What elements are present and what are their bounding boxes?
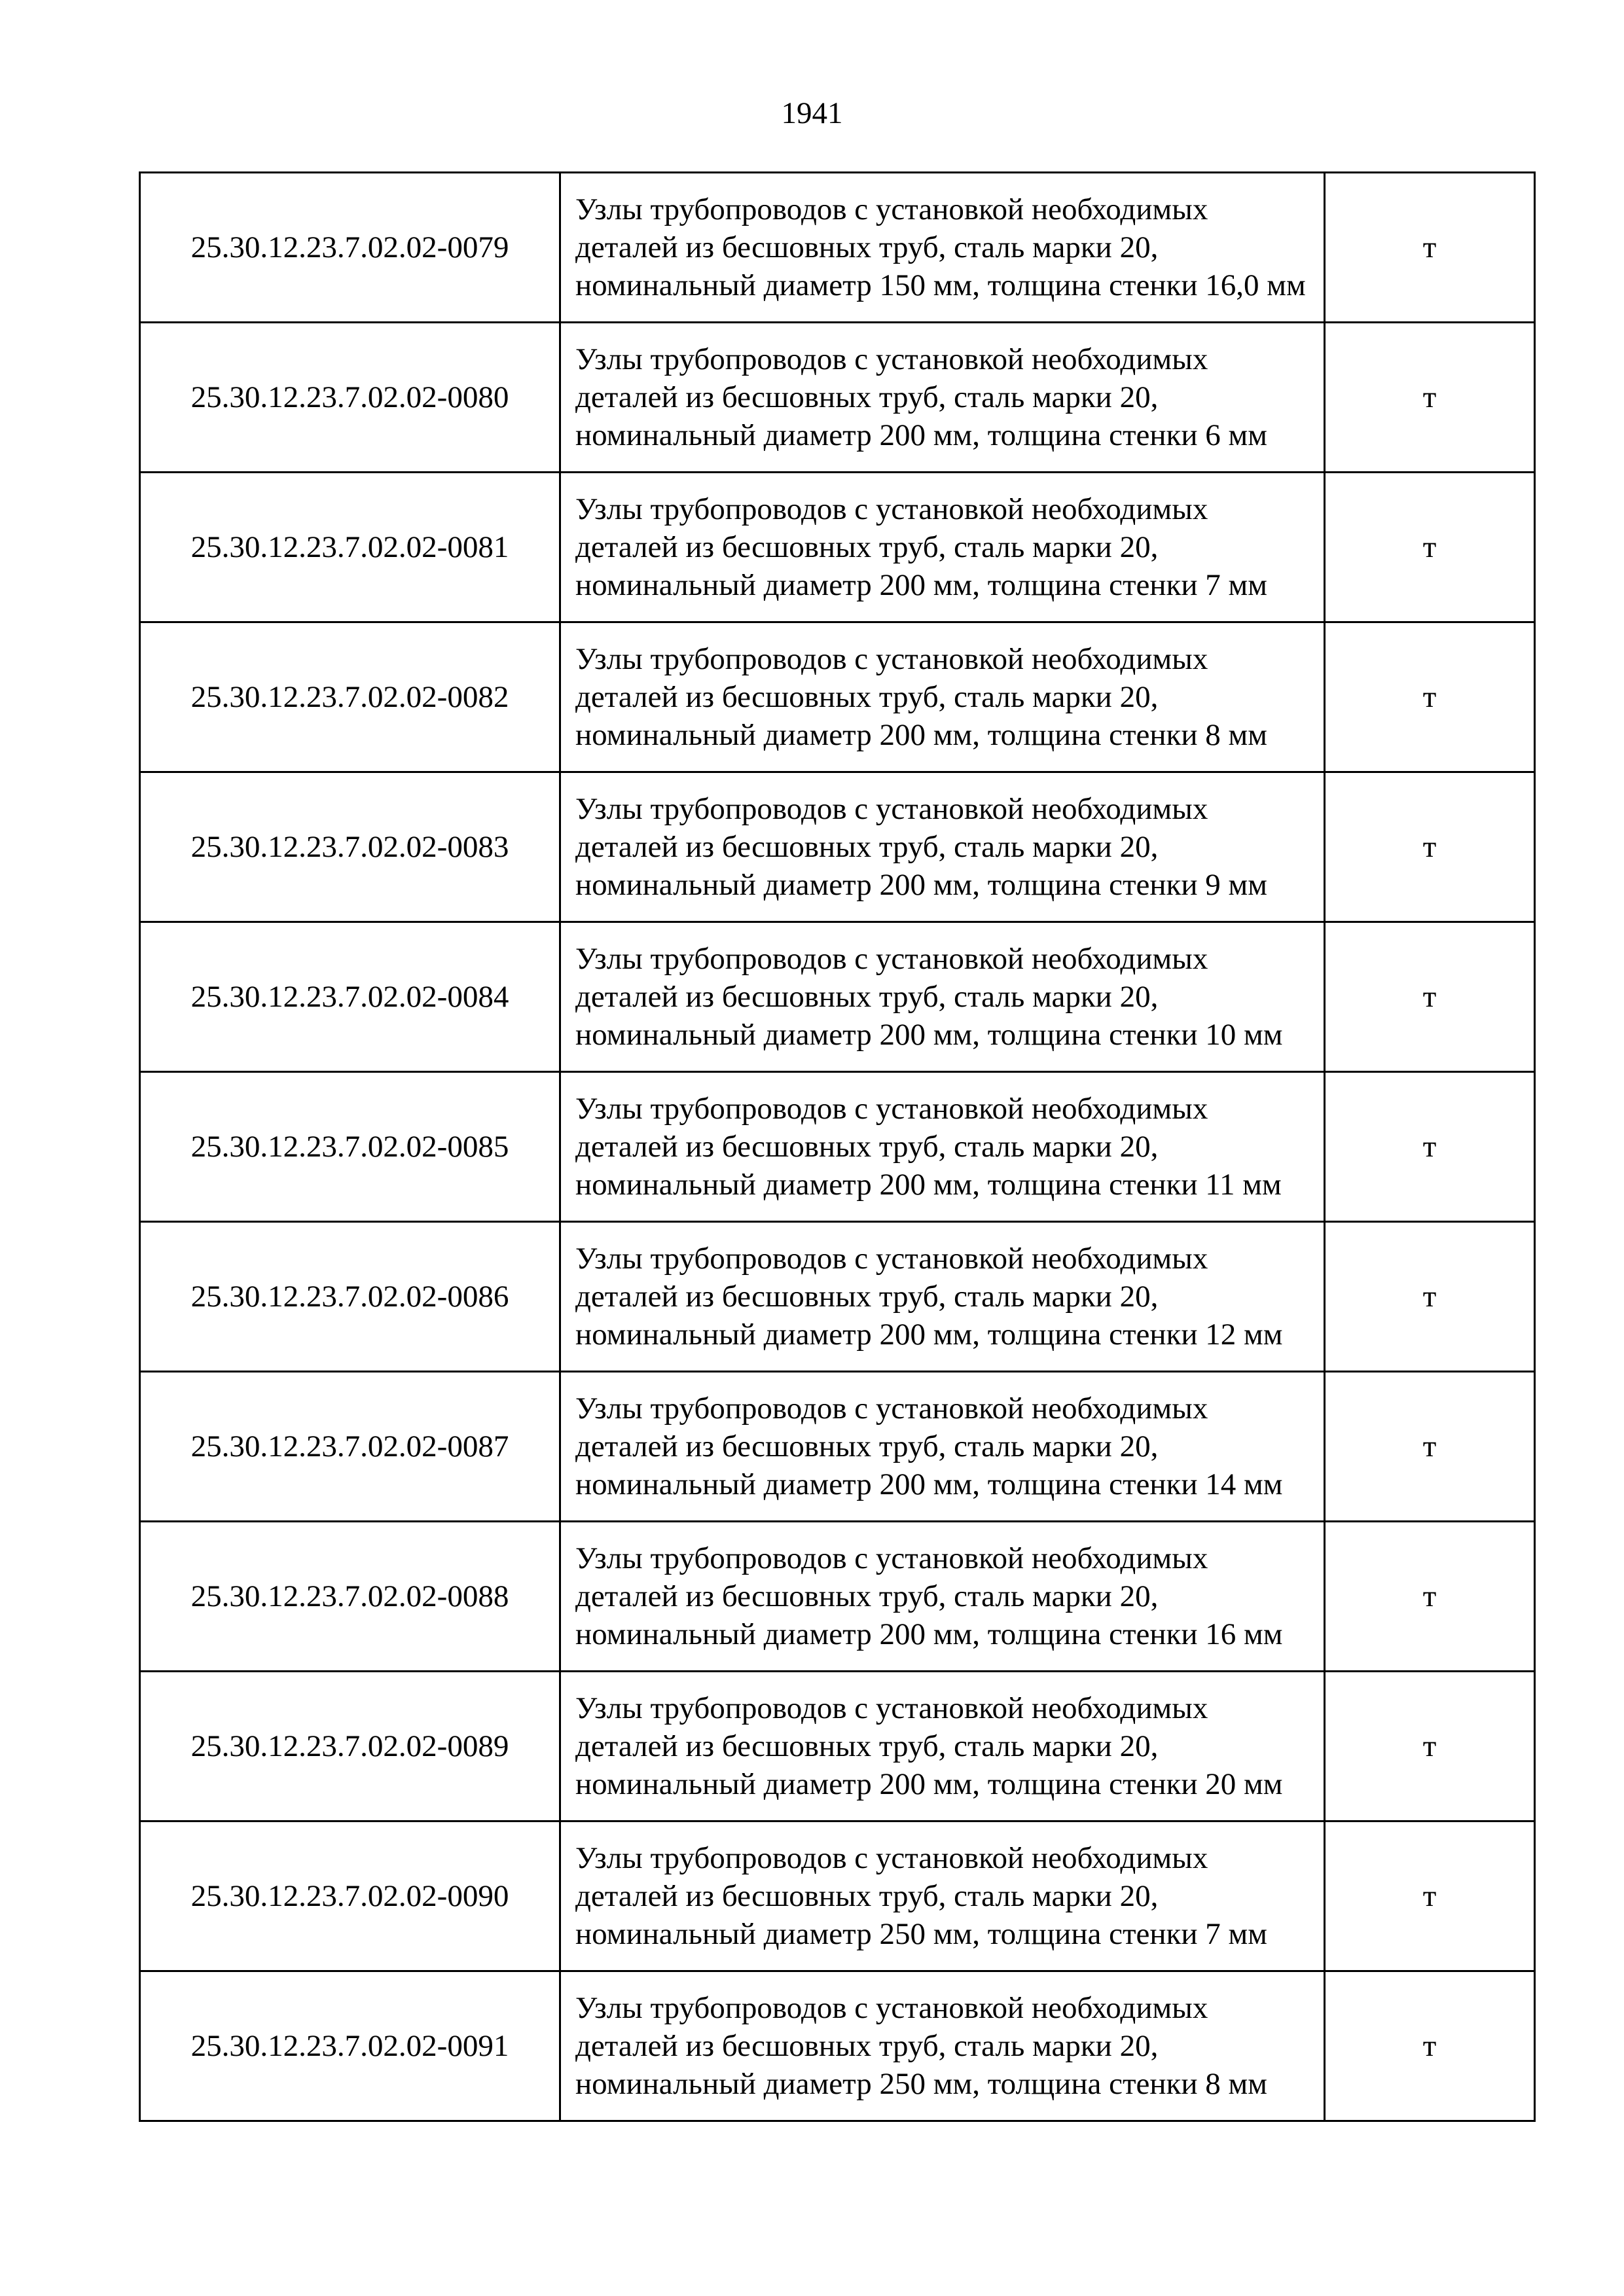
- row-code: 25.30.12.23.7.02.02-0084: [140, 922, 560, 1072]
- table-row: [140, 1971, 1535, 2121]
- table-row: [140, 1372, 1535, 1522]
- table-row: [140, 922, 1535, 1072]
- row-unit: т: [1325, 323, 1535, 473]
- row-description: Узлы трубопроводов с установкой необходимых деталей из бесшовных труб, сталь марки 20, номинальный диаметр 200 мм, толщина стенки 9 мм: [560, 772, 1325, 922]
- row-description: Узлы трубопроводов с установкой необходимых деталей из бесшовных труб, сталь марки 20, номинальный диаметр 200 мм, толщина стенки 8 мм: [560, 622, 1325, 772]
- row-description: Узлы трубопроводов с установкой необходимых деталей из бесшовных труб, сталь марки 20, номинальный диаметр 200 мм, толщина стенки 10 мм: [560, 922, 1325, 1072]
- row-description: Узлы трубопроводов с установкой необходимых деталей из бесшовных труб, сталь марки 20, номинальный диаметр 250 мм, толщина стенки 7 мм: [560, 1821, 1325, 1971]
- row-description: Узлы трубопроводов с установкой необходимых деталей из бесшовных труб, сталь марки 20, номинальный диаметр 200 мм, толщина стенки 16 мм: [560, 1522, 1325, 1672]
- row-description: Узлы трубопроводов с установкой необходимых деталей из бесшовных труб, сталь марки 20, номинальный диаметр 200 мм, толщина стенки 11 мм: [560, 1072, 1325, 1222]
- row-code: 25.30.12.23.7.02.02-0085: [140, 1072, 560, 1222]
- page-number: 1941: [781, 96, 843, 130]
- table-row: [140, 772, 1535, 922]
- table-row: [140, 1072, 1535, 1222]
- table-row: [140, 323, 1535, 473]
- row-unit: т: [1325, 473, 1535, 622]
- row-description: Узлы трубопроводов с установкой необходимых деталей из бесшовных труб, сталь марки 20, номинальный диаметр 150 мм, толщина стенки 16,0 мм: [560, 173, 1325, 323]
- row-unit: т: [1325, 1672, 1535, 1821]
- row-code: 25.30.12.23.7.02.02-0088: [140, 1522, 560, 1672]
- row-description: Узлы трубопроводов с установкой необходимых деталей из бесшовных труб, сталь марки 20, номинальный диаметр 200 мм, толщина стенки 6 мм: [560, 323, 1325, 473]
- table-row: [140, 1222, 1535, 1372]
- row-code: 25.30.12.23.7.02.02-0087: [140, 1372, 560, 1522]
- row-code: 25.30.12.23.7.02.02-0083: [140, 772, 560, 922]
- row-description: Узлы трубопроводов с установкой необходимых деталей из бесшовных труб, сталь марки 20, номинальный диаметр 250 мм, толщина стенки 8 мм: [560, 1971, 1325, 2121]
- table-row: [140, 1522, 1535, 1672]
- row-code: 25.30.12.23.7.02.02-0089: [140, 1672, 560, 1821]
- row-unit: т: [1325, 1072, 1535, 1222]
- row-code: 25.30.12.23.7.02.02-0086: [140, 1222, 560, 1372]
- materials-table: [139, 171, 1536, 2122]
- table-body: [140, 173, 1535, 2121]
- row-code: 25.30.12.23.7.02.02-0081: [140, 473, 560, 622]
- table-row: [140, 622, 1535, 772]
- row-unit: т: [1325, 1372, 1535, 1522]
- row-code: 25.30.12.23.7.02.02-0090: [140, 1821, 560, 1971]
- row-unit: т: [1325, 173, 1535, 323]
- row-unit: т: [1325, 1222, 1535, 1372]
- row-unit: т: [1325, 922, 1535, 1072]
- row-description: Узлы трубопроводов с установкой необходимых деталей из бесшовных труб, сталь марки 20, номинальный диаметр 200 мм, толщина стенки 20 мм: [560, 1672, 1325, 1821]
- row-description: Узлы трубопроводов с установкой необходимых деталей из бесшовных труб, сталь марки 20, номинальный диаметр 200 мм, толщина стенки 12 мм: [560, 1222, 1325, 1372]
- row-description: Узлы трубопроводов с установкой необходимых деталей из бесшовных труб, сталь марки 20, номинальный диаметр 200 мм, толщина стенки 14 мм: [560, 1372, 1325, 1522]
- table-row: [140, 1672, 1535, 1821]
- row-unit: т: [1325, 772, 1535, 922]
- row-code: 25.30.12.23.7.02.02-0079: [140, 173, 560, 323]
- row-description: Узлы трубопроводов с установкой необходимых деталей из бесшовных труб, сталь марки 20, номинальный диаметр 200 мм, толщина стенки 7 мм: [560, 473, 1325, 622]
- row-code: 25.30.12.23.7.02.02-0091: [140, 1971, 560, 2121]
- row-unit: т: [1325, 1971, 1535, 2121]
- row-unit: т: [1325, 622, 1535, 772]
- table-row: [140, 1821, 1535, 1971]
- row-code: 25.30.12.23.7.02.02-0082: [140, 622, 560, 772]
- row-unit: т: [1325, 1522, 1535, 1672]
- row-code: 25.30.12.23.7.02.02-0080: [140, 323, 560, 473]
- table-row: [140, 173, 1535, 323]
- table-row: [140, 473, 1535, 622]
- row-unit: т: [1325, 1821, 1535, 1971]
